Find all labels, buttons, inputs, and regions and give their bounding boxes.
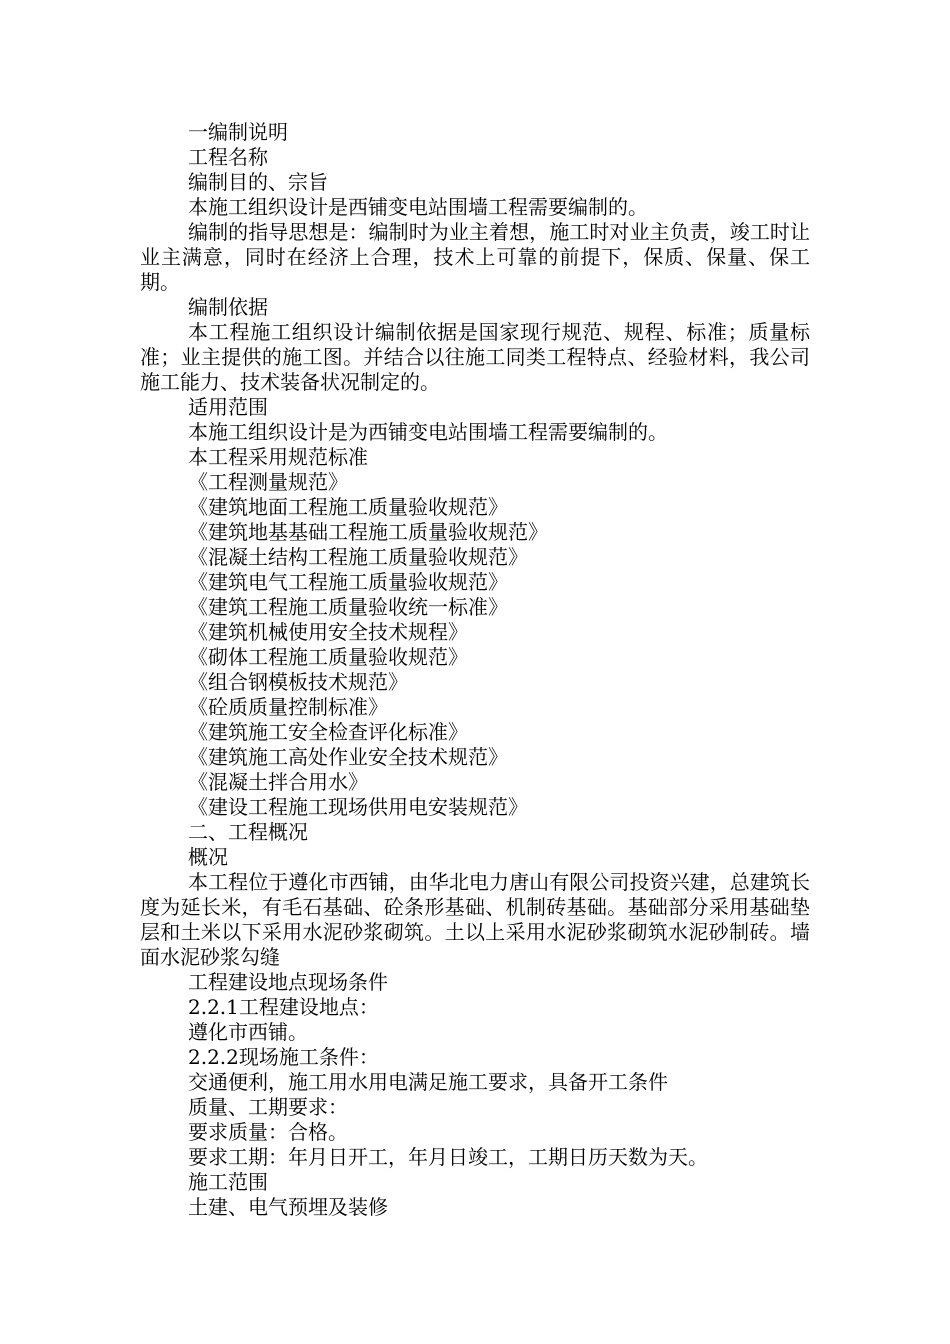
subheading: 概况 [188, 845, 228, 869]
section-heading: 二、工程概况 [188, 820, 308, 844]
body-paragraph: 本施工组织设计是西铺变电站围墙工程需要编制的。 [188, 195, 648, 219]
subheading: 2.2.1工程建设地点： [188, 995, 379, 1019]
standard-item: 《建筑施工安全检查评化标准》 [188, 720, 468, 744]
standard-item: 《建筑机械使用安全技术规程》 [188, 620, 468, 644]
subheading: 2.2.2现场施工条件： [188, 1045, 379, 1069]
subheading: 本工程采用规范标准 [188, 445, 368, 469]
body-paragraph: 本施工组织设计是为西铺变电站围墙工程需要编制的。 [188, 420, 668, 444]
standard-item: 《建筑施工高处作业安全技术规范》 [188, 745, 508, 769]
standard-item: 《建筑地基基础工程施工质量验收规范》 [188, 520, 548, 544]
standard-item: 《建设工程施工现场供用电安装规范》 [188, 795, 528, 819]
standard-item: 《混凝土结构工程施工质量验收规范》 [188, 545, 528, 569]
subheading: 工程名称 [188, 145, 268, 169]
body-paragraph: 土建、电气预埋及装修 [188, 1195, 388, 1219]
subheading: 编制依据 [188, 295, 268, 319]
standard-item: 《建筑地面工程施工质量验收规范》 [188, 495, 508, 519]
standard-item: 《砌体工程施工质量验收规范》 [188, 645, 468, 669]
section-heading: 一编制说明 [188, 120, 288, 144]
document-body [140, 120, 810, 1220]
body-paragraph: 交通便利，施工用水用电满足施工要求，具备开工条件 [188, 1070, 668, 1094]
standard-item: 《工程测量规范》 [188, 470, 348, 494]
body-paragraph: 编制的指导思想是：编制时为业主着想，施工时对业主负责，竣工时让业主满意，同时在经济上合理，技术上可靠的前提下，保质、保量、保工期。 [140, 220, 810, 294]
subheading: 工程建设地点现场条件 [188, 970, 388, 994]
standard-item: 《组合钢模板技术规范》 [188, 670, 408, 694]
standard-item: 《混凝土拌合用水》 [188, 770, 368, 794]
subheading: 适用范围 [188, 395, 268, 419]
body-paragraph: 要求质量：合格。 [188, 1120, 348, 1144]
standard-item: 《建筑电气工程施工质量验收规范》 [188, 570, 508, 594]
body-paragraph: 要求工期：年月日开工，年月日竣工，工期日历天数为天。 [188, 1145, 708, 1169]
standard-item: 《建筑工程施工质量验收统一标准》 [188, 595, 508, 619]
body-paragraph: 本工程施工组织设计编制依据是国家现行规范、规程、标准；质量标准；业主提供的施工图。并结合以往施工同类工程特点、经验材料，我公司施工能力、技术装备状况制定的。 [140, 320, 810, 394]
body-paragraph: 遵化市西铺。 [188, 1020, 308, 1044]
body-paragraph: 本工程位于遵化市西铺，由华北电力唐山有限公司投资兴建，总建筑长度为延长米，有毛石基础、砼条形基础、机制砖基础。基础部分采用基础垫层和土米以下采用水泥砂浆砌筑。土以上采用水泥砂浆砌筑水泥砂制砖。墙面水泥砂浆勾缝 [140, 870, 810, 969]
subheading: 施工范围 [188, 1170, 268, 1194]
standard-item: 《砼质质量控制标准》 [188, 695, 388, 719]
subheading: 质量、工期要求： [188, 1095, 348, 1119]
subheading: 编制目的、宗旨 [188, 170, 328, 194]
